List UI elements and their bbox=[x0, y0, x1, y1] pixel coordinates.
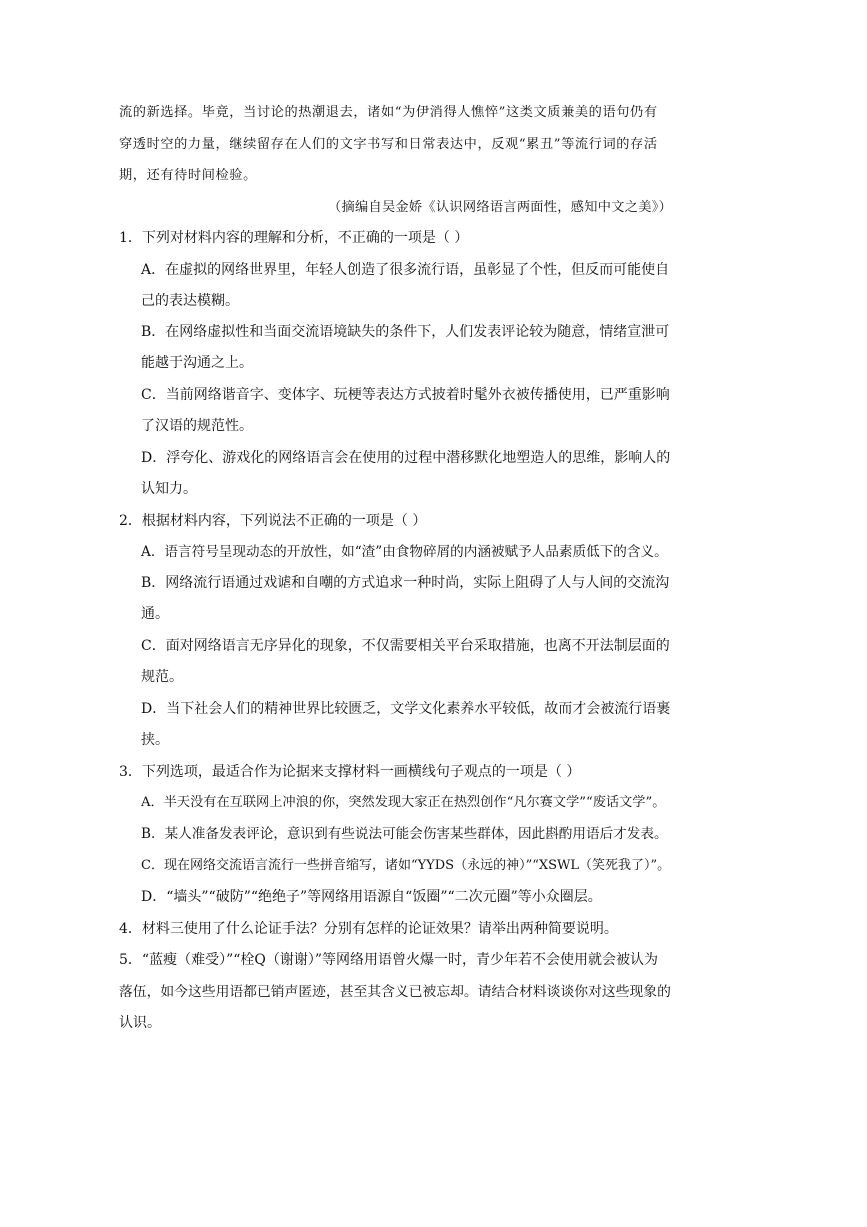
question-5-stem-cont-1: 落伍，如今这些用语都已销声匿迹，甚至其含义已被忘却。请结合材料谈谈你对这些现象的 bbox=[119, 984, 671, 1000]
question-3-option-a: A．半天没有在互联网上冲浪的你，突然发现大家正在热烈创作“凡尔赛文学”“废话文学”。 bbox=[141, 795, 666, 810]
passage-line-3: 期，还有待时间检验。 bbox=[119, 168, 257, 183]
question-5-stem-cont-2: 认识。 bbox=[119, 1015, 161, 1031]
question-1-option-a-cont: 己的表达模糊。 bbox=[141, 293, 239, 309]
question-1-stem: 1．下列对材料内容的理解和分析，不正确的一项是（ ） bbox=[119, 230, 469, 246]
question-3-option-b: B．某人准备发表评论，意识到有些说法可能会伤害某些群体，因此斟酌用语后才发表。 bbox=[141, 826, 668, 842]
question-1-option-d-cont: 认知力。 bbox=[141, 481, 197, 497]
question-2-option-d: D．当下社会人们的精神世界比较匮乏，文学文化素养水平较低，故而才会被流行语裹 bbox=[141, 701, 671, 717]
question-2-option-b-cont: 通。 bbox=[141, 606, 169, 622]
question-1-option-d: D．浮夸化、游戏化的网络语言会在使用的过程中潜移默化地塑造人的思维，影响人的 bbox=[141, 450, 671, 466]
question-3-stem: 3．下列选项，最适合作为论据来支撑材料一画横线句子观点的一项是（ ） bbox=[119, 764, 581, 780]
question-1-option-a: A．在虚拟的网络世界里，年轻人创造了很多流行语，虽彰显了个性，但反而可能使自 bbox=[141, 262, 670, 278]
question-2-option-a: A．语言符号呈现动态的开放性，如“渣”由食物碎屑的内涵被赋予人品素质低下的含义。 bbox=[141, 544, 668, 560]
question-3-option-c: C．现在网络交流语言流行一些拼音缩写，诸如“YYDS（永远的神）”“XSWL（笑死我了）”。 bbox=[141, 858, 671, 873]
question-5-stem: 5．“蓝瘦（难受）”“栓Q（谢谢）”等网络用语曾火爆一时，青少年若不会使用就会被认为 bbox=[119, 952, 659, 968]
question-2-option-c: C．面对网络语言无序异化的现象，不仅需要相关平台采取措施，也离不开法制层面的 bbox=[141, 638, 670, 654]
question-1-option-c-cont: 了汉语的规范性。 bbox=[141, 418, 253, 434]
question-3-option-d: D．“墙头”“破防”“绝绝子”等网络用语源自“饭圈”“二次元圈”等小众圈层。 bbox=[141, 889, 602, 905]
question-2-option-c-cont: 规范。 bbox=[141, 669, 183, 685]
question-2-option-b: B．网络流行语通过戏谑和自嘲的方式追求一种时尚，实际上阻碍了人与人间的交流沟 bbox=[141, 575, 670, 591]
question-1-option-b: B．在网络虚拟性和当面交流语境缺失的条件下，人们发表评论较为随意，情绪宣泄可 bbox=[141, 324, 670, 340]
passage-line-1: 流的新选择。毕竟，当讨论的热潮退去，诸如“为伊消得人憔悴”这类文质兼美的语句仍有 bbox=[119, 105, 658, 120]
passage-line-2: 穿透时空的力量，继续留存在人们的文字书写和日常表达中，反观“累丑”等流行词的存活 bbox=[119, 137, 658, 152]
passage-source: （摘编自吴金娇《认识网络语言两面性，感知中文之美》） bbox=[328, 200, 673, 215]
question-1-option-c: C．当前网络谐音字、变体字、玩梗等表达方式披着时髦外衣被传播使用，已严重影响 bbox=[141, 387, 670, 403]
question-2-option-d-cont: 挟。 bbox=[141, 732, 169, 748]
question-4-stem: 4．材料三使用了什么论证手法？分别有怎样的论证效果？请举出两种简要说明。 bbox=[119, 921, 618, 937]
question-1-option-b-cont: 能越于沟通之上。 bbox=[141, 355, 253, 371]
question-2-stem: 2．根据材料内容，下列说法不正确的一项是（ ） bbox=[119, 513, 427, 529]
